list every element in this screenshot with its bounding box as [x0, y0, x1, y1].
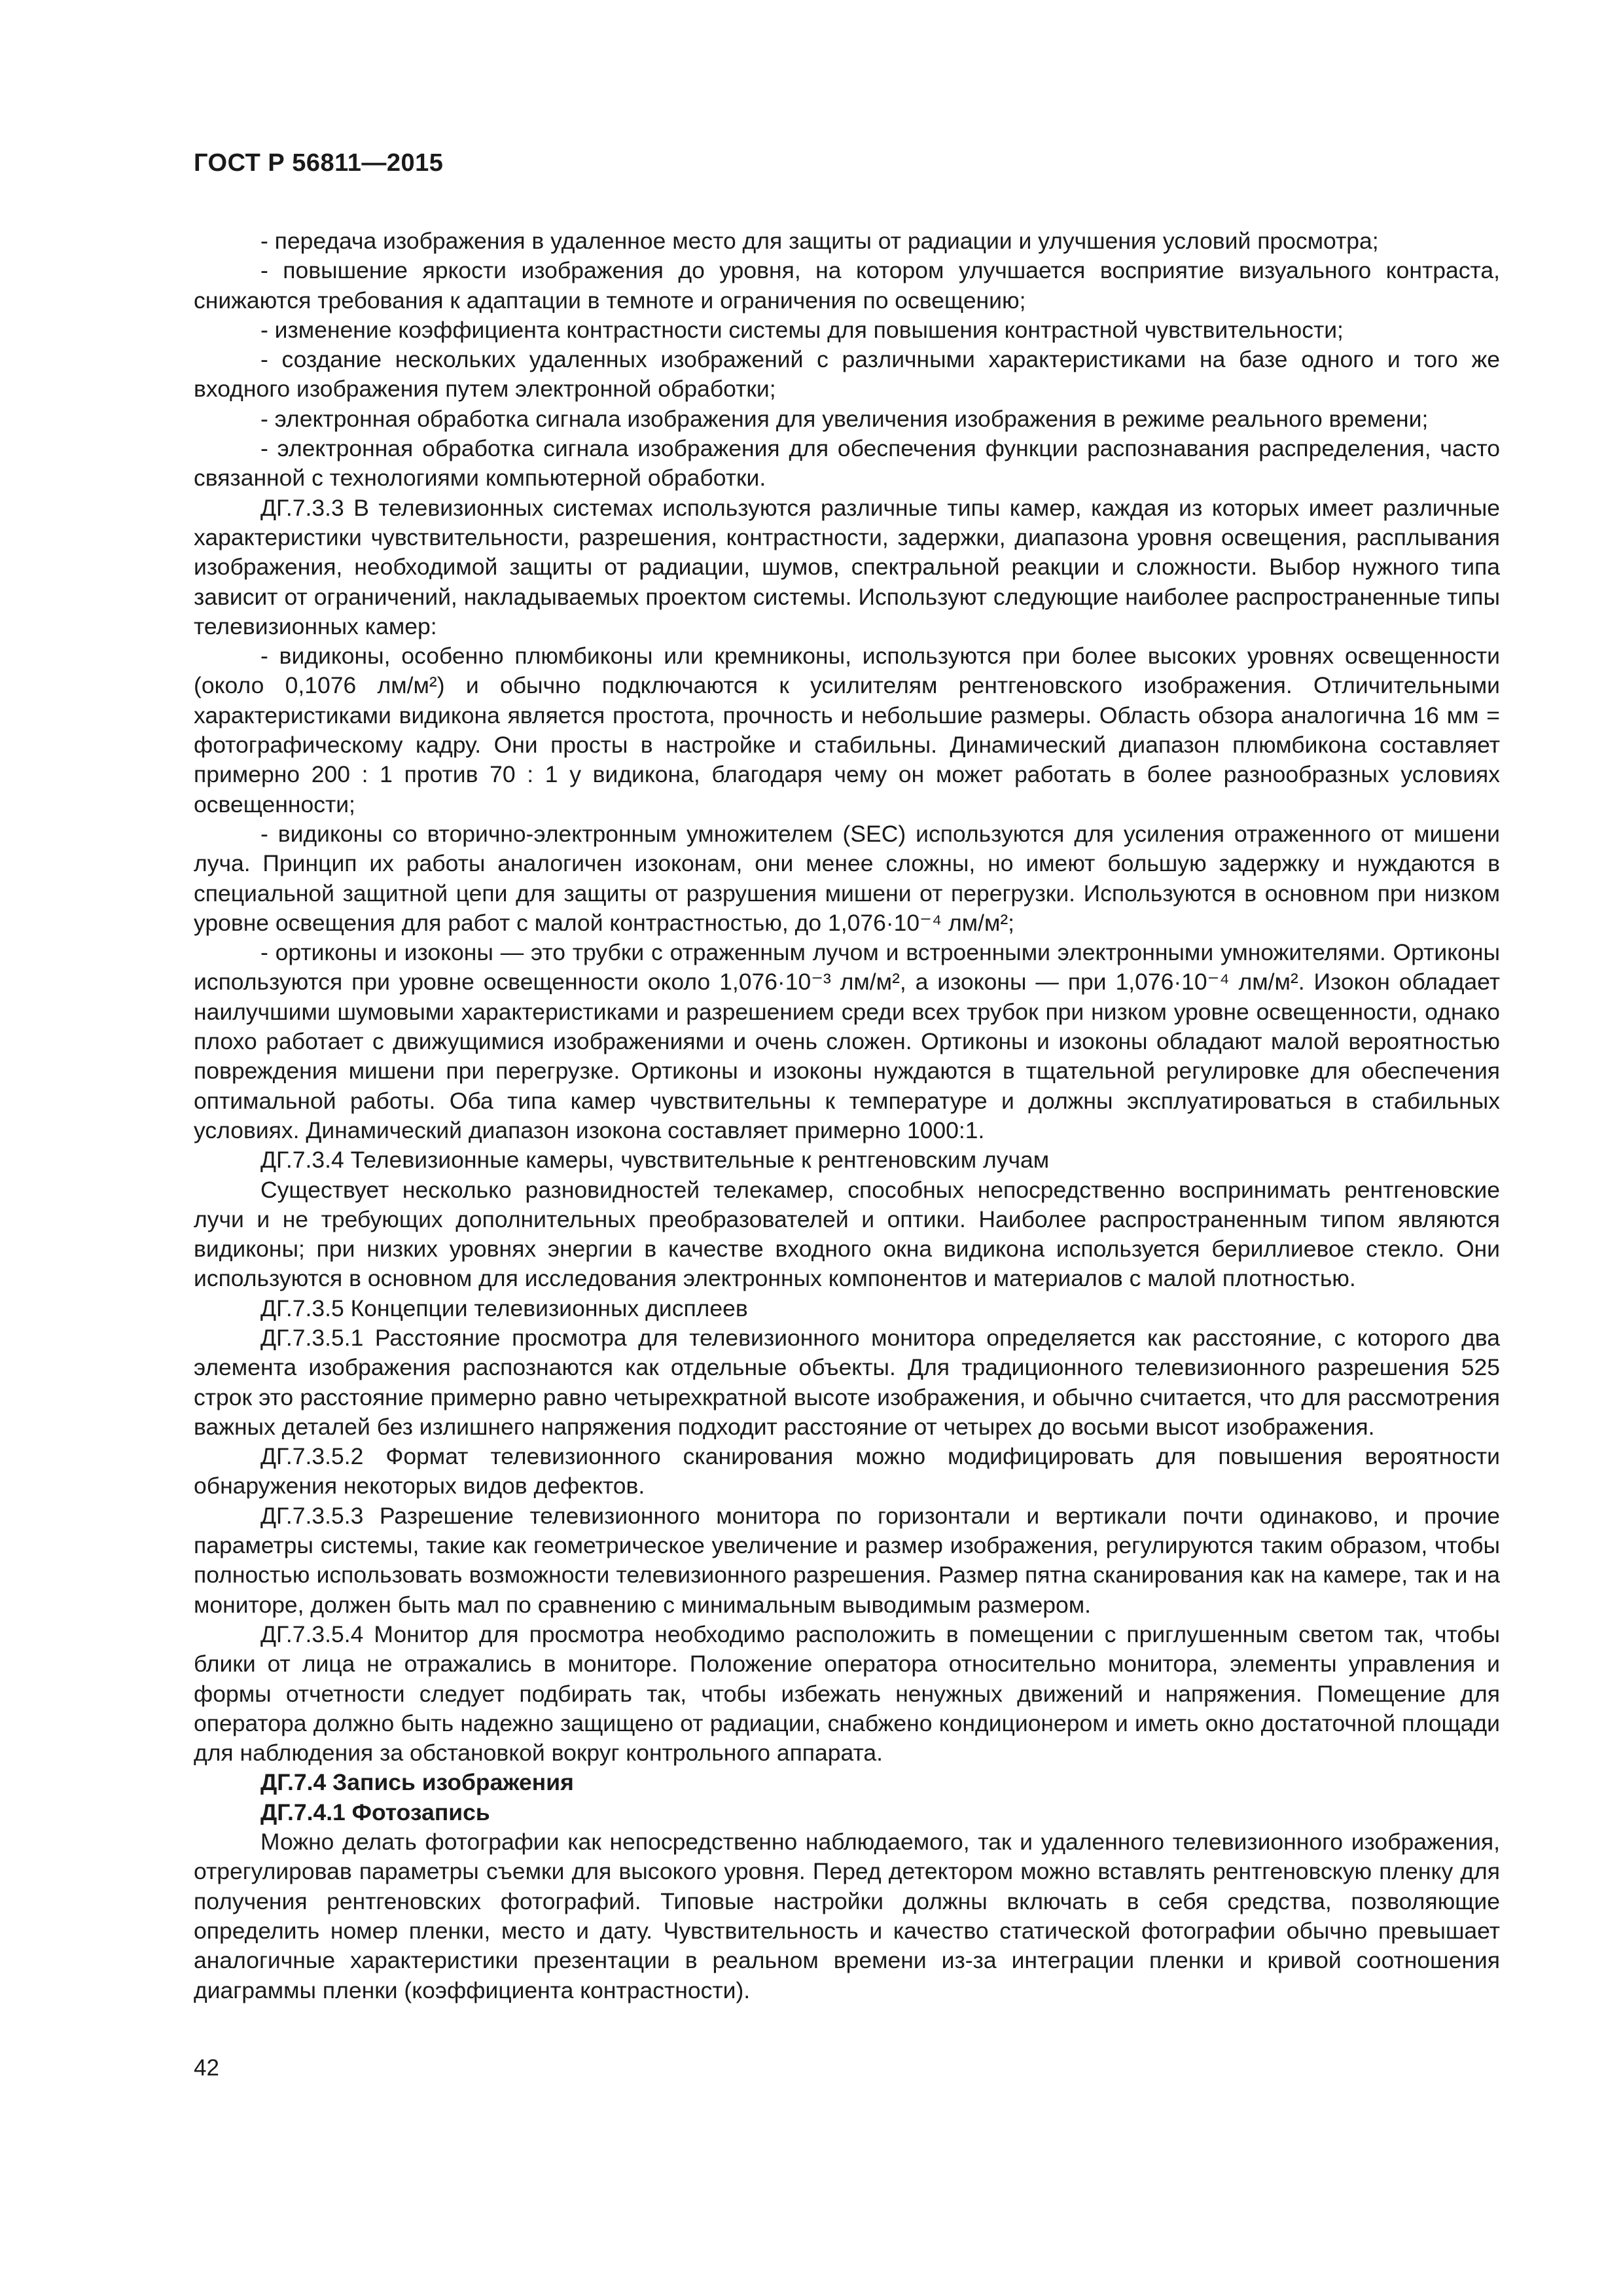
list-item: - электронная обработка сигнала изображения для обеспечения функции распознавания распределения, часто связанной с технологиями компьютерной обработки.: [194, 435, 1500, 492]
section-heading-dg-7-4-1: ДГ.7.4.1 Фотозапись: [260, 1799, 490, 1825]
paragraph-dg-7-3-3: ДГ.7.3.3 В телевизионных системах используются различные типы камер, каждая из которых имеет различные характеристики чувствительности, разрешения, контрастности, задержки, диапазона уровня освещения, расплывания изображения, необходимой защиты от радиации, шумов, спектральной реакции и сложности. Выбор нужного типа зависит от ограничений, накладываемых проектом системы. Используют следующие наиболее распространенные типы телевизионных камер:: [194, 494, 1500, 639]
list-item: - создание нескольких удаленных изображений с различными характеристиками на базе одного и того же входного изображения путем электронной обработки;: [194, 346, 1500, 403]
list-item: - электронная обработка сигнала изображения для увеличения изображения в режиме реального времени;: [260, 405, 1429, 432]
paragraph: Существует несколько разновидностей телекамер, способных непосредственно воспринимать рентгеновские лучи и не требующих дополнительных преобразователей и оптики. Наиболее распространенным типом являются видиконы; при низких уровнях энергии в качестве входного окна видикона используется бериллиевое стекло. Они используются в основном для исследования электронных компонентов и материалов с малой плотностью.: [194, 1176, 1500, 1292]
document-body: [194, 226, 1500, 2005]
list-item-sec-vidicons: - видиконы со вторично-электронным умножителем (SEC) используются для усиления отраженного от мишени луча. Принцип их работы аналогичен изоконам, они менее сложны, но имеют большую задержку и нуждаются в специальной защитной цепи для защиты от разрушения мишени от перегрузки. Используются в основном при низком уровне освещения для работ с малой контрастностью, до 1,076·10⁻⁴ лм/м²;: [194, 820, 1500, 936]
page-number: 42: [194, 2055, 219, 2081]
paragraph: Можно делать фотографии как непосредственно наблюдаемого, так и удаленного телевизионного изображения, отрегулировав параметры съемки для высокого уровня. Перед детектором можно вставлять рентгеновскую пленку для получения рентгеновских фотографий. Типовые настройки должны включать в себя средства, позволяющие определить номер пленки, место и дату. Чувствительность и качество статической фотографии обычно превышает аналогичные характеристики презентации в реальном времени из-за интеграции пленки и кривой соотношения диаграммы пленки (коэффициента контрастности).: [194, 1829, 1500, 2003]
paragraph-dg-7-3-5-4: ДГ.7.3.5.4 Монитор для просмотра необходимо расположить в помещении с приглушенным светом так, чтобы блики от лица не отражались в мониторе. Положение оператора относительно монитора, элементы управления и формы отчетности следует подбирать так, чтобы избежать ненужных движений и напряжения. Помещение для оператора должно быть надежно защищено от радиации, снабжено кондиционером и иметь окно достаточной площади для наблюдения за обстановкой вокруг контрольного аппарата.: [194, 1621, 1500, 1767]
paragraph-dg-7-3-5: ДГ.7.3.5 Концепции телевизионных дисплеев: [260, 1295, 748, 1321]
paragraph-dg-7-3-4: ДГ.7.3.4 Телевизионные камеры, чувствительные к рентгеновским лучам: [260, 1147, 1050, 1174]
list-item-vidicons: - видиконы, особенно плюмбиконы или кремниконы, используются при более высоких уровнях освещенности (около 0,1076 лм/м²) и обычно подключаются к усилителям рентгеновского изображения. Отличительными характеристиками видикона является простота, прочность и небольшие размеры. Область обзора аналогична 16 мм = фотографическому кадру. Они просты в настройке и стабильны. Динамический диапазон плюмбикона составляет примерно 200 : 1 против 70 : 1 у видикона, благодаря чему он может работать в более разнообразных условиях освещенности;: [194, 643, 1500, 817]
list-item: - передача изображения в удаленное место для защиты от радиации и улучшения условий просмотра;: [260, 228, 1379, 254]
paragraph-dg-7-3-5-3: ДГ.7.3.5.3 Разрешение телевизионного монитора по горизонтали и вертикали почти одинаково, и прочие параметры системы, такие как геометрическое увеличение и размер изображения, регулируются таким образом, чтобы полностью использовать возможности телевизионного разрешения. Размер пятна сканирования как на камере, так и на мониторе, должен быть мал по сравнению с минимальным выводимым размером.: [194, 1502, 1500, 1618]
standard-header: ГОСТ Р 56811—2015: [194, 149, 444, 177]
paragraph-dg-7-3-5-2: ДГ.7.3.5.2 Формат телевизионного сканирования можно модифицировать для повышения вероятности обнаружения некоторых видов дефектов.: [194, 1443, 1500, 1499]
list-item: - изменение коэффициента контрастности системы для повышения контрастной чувствительности;: [260, 316, 1344, 343]
section-heading-dg-7-4: ДГ.7.4 Запись изображения: [260, 1769, 574, 1796]
list-item: - повышение яркости изображения до уровня, на котором улучшается восприятие визуального контраста, снижаются требования к адаптации в темноте и ограничения по освещению;: [194, 257, 1500, 314]
paragraph-dg-7-3-5-1: ДГ.7.3.5.1 Расстояние просмотра для телевизионного монитора определяется как расстояние, с которого два элемента изображения распознаются как отдельные объекты. Для традиционного телевизионного разрешения 525 строк это расстояние примерно равно четырехкратной высоте изображения, и обычно считается, что для рассмотрения важных деталей без излишнего напряжения подходит расстояние от четырех до восьми высот изображения.: [194, 1324, 1500, 1440]
list-item-orthicons: - ортиконы и изоконы — это трубки с отраженным лучом и встроенными электронными умножителями. Ортиконы используются при уровне освещенности около 1,076·10⁻³ лм/м², а изоконы — при 1,076·10⁻⁴ лм/м². Изокон обладает наилучшими шумовыми характеристиками и разрешением среди всех трубок при низком уровне освещенности, однако плохо работает с движущимися изображениями и очень сложен. Ортиконы и изоконы обладают малой вероятностью повреждения мишени при перегрузке. Ортиконы и изоконы нуждаются в тщательной регулировке для обеспечения оптимальной работы. Оба типа камер чувствительны к температуре и должны эксплуатироваться в стабильных условиях. Динамический диапазон изокона составляет примерно 1000:1.: [194, 939, 1500, 1143]
